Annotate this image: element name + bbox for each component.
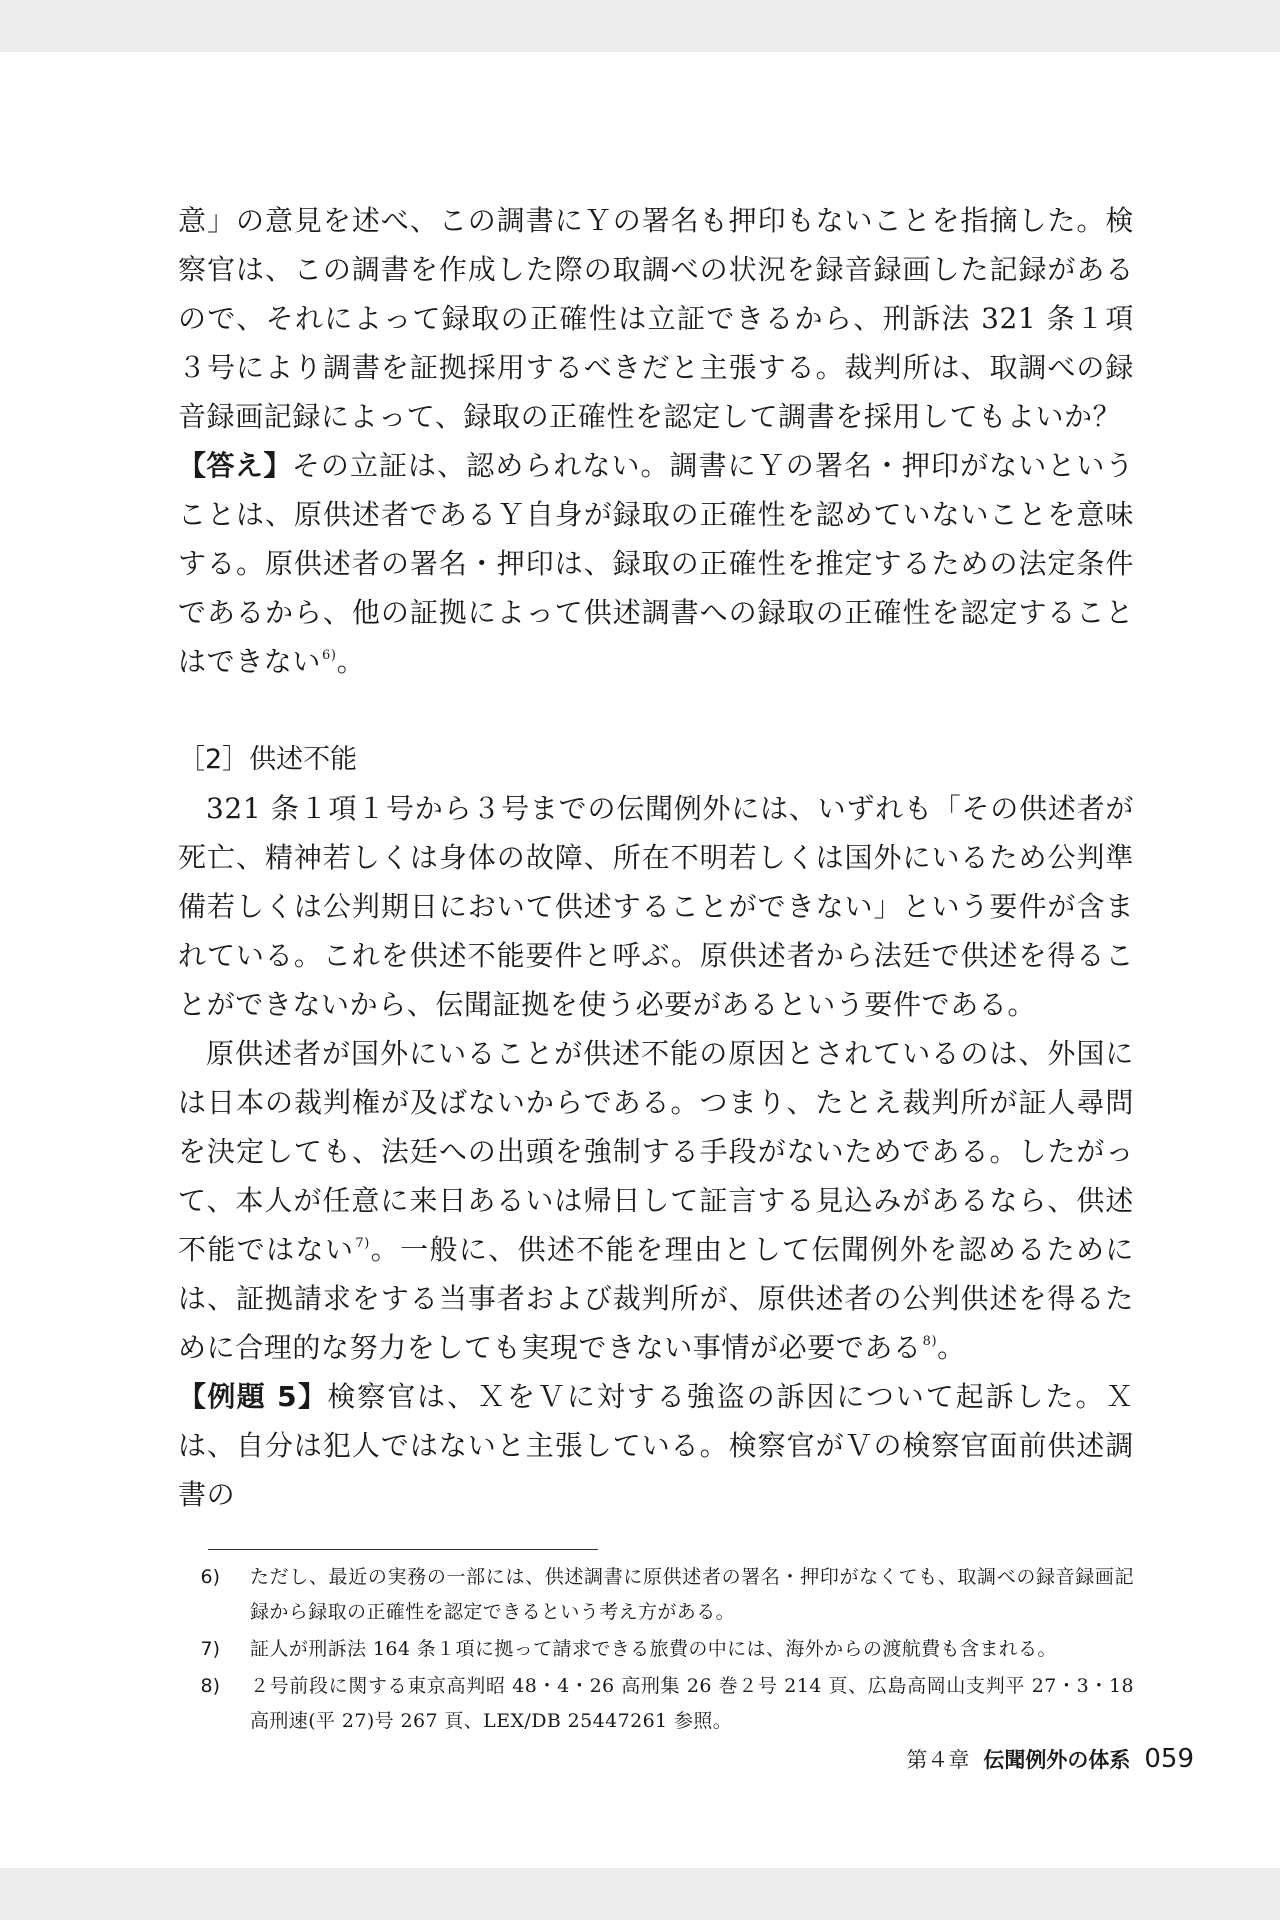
top-margin-band <box>0 0 1280 52</box>
footnote-ref-8[interactable]: 8) <box>922 1334 938 1349</box>
example-paragraph <box>178 1372 1134 1519</box>
footnote-6 <box>178 1560 1134 1630</box>
paragraph-text: 。一般に、供述不能を理由として伝聞例外を認めるためには、証拠請求をする当事者および裁判所が、原供述者の公判供述を得るために合理的な努力をしても実現できない事情が必要である <box>178 1233 1134 1364</box>
answer-tag: 【答え】 <box>178 449 292 482</box>
footnote-ref-6[interactable]: 6) <box>322 648 337 663</box>
footnote-number: 8) <box>200 1675 220 1697</box>
example-text: 検察官は、ＸをＶに対する強盗の訴因について起訴した。Ｘは、自分は犯人ではないと主張している。検察官がＶの検察官面前供述調書の <box>178 1380 1134 1511</box>
body-paragraph: 意」の意見を述べ、この調書にＹの署名も押印もないことを指摘した。検察官は、この調書を作成した際の取調べの状況を録音録画した記録があるので、それによって録取の正確性は立証できるから、刑訴法 321 条１項３号により調書を証拠採用するべきだと主張する。裁判所は、取調べの録音録画記録によって、録取の正確性を認定して調書を採用してもよいか？ <box>178 204 1134 433</box>
footnote-text: ただし、最近の実務の一部には、供述調書に原供述者の署名・押印がなくても、取調べの録音録画記録から録取の正確性を認定できるという考え方がある。 <box>250 1566 1134 1623</box>
footnote-ref-7[interactable]: 7) <box>355 1236 370 1251</box>
book-page <box>178 196 1134 1741</box>
section-heading: ［2］供述不能 <box>178 744 358 775</box>
footnotes <box>178 1560 1134 1739</box>
footnote-7 <box>178 1632 1134 1667</box>
footnote-text: ２号前段に関する東京高判昭 48・4・26 高刑集 26 巻２号 214 頁、広島高岡山支判平 27・3・18 高刑速(平 27)号 267 頁、LEX/DB 25447261 参照。 <box>250 1675 1134 1732</box>
body-paragraph <box>178 1029 1134 1372</box>
body-paragraph: 321 条１項１号から３号までの伝聞例外には、いずれも「その供述者が死亡、精神若しくは身体の故障、所在不明若しくは国外にいるため公判準備若しくは公判期日において供述することができない」という要件が含まれている。これを供述不能要件と呼ぶ。原供述者から法廷で供述を得ることができないから、伝聞証拠を使う必要があるという要件である。 <box>178 792 1134 1021</box>
footnote-text: 証人が刑訴法 164 条１項に拠って請求できる旅費の中には、海外からの渡航費も含まれる。 <box>250 1638 1057 1660</box>
answer-paragraph <box>178 441 1134 686</box>
bottom-margin-band <box>0 1868 1280 1920</box>
page-number: 059 <box>1144 1744 1194 1774</box>
answer-end: 。 <box>336 645 366 678</box>
running-footer <box>906 1744 1194 1775</box>
main-text <box>178 196 1134 1519</box>
footnote-divider <box>208 1549 598 1550</box>
example-tag: 【例題 5】 <box>178 1380 328 1413</box>
footnote-8 <box>178 1669 1134 1739</box>
footnote-number: 7) <box>200 1638 220 1660</box>
answer-text: その立証は、認められない。調書にＹの署名・押印がないということは、原供述者であるＹ自身が録取の正確性を認めていないことを意味する。原供述者の署名・押印は、録取の正確性を推定するための法定条件であるから、他の証拠によって供述調書への録取の正確性を認定することはできない <box>178 449 1134 678</box>
footnote-number: 6) <box>200 1566 220 1588</box>
paragraph-end: 。 <box>937 1331 966 1364</box>
chapter-title: 伝聞例外の体系 <box>983 1748 1131 1772</box>
paragraph-text: 原供述者が国外にいることが供述不能の原因とされているのは、外国には日本の裁判権が及ばないからである。つまり、たとえ裁判所が証人尋問を決定しても、法廷への出頭を強制する手段がないためである。したがって、本人が任意に来日あるいは帰日して証言する見込みがあるなら、供述不能ではない <box>178 1037 1134 1266</box>
chapter-label: 第４章 <box>906 1748 970 1772</box>
